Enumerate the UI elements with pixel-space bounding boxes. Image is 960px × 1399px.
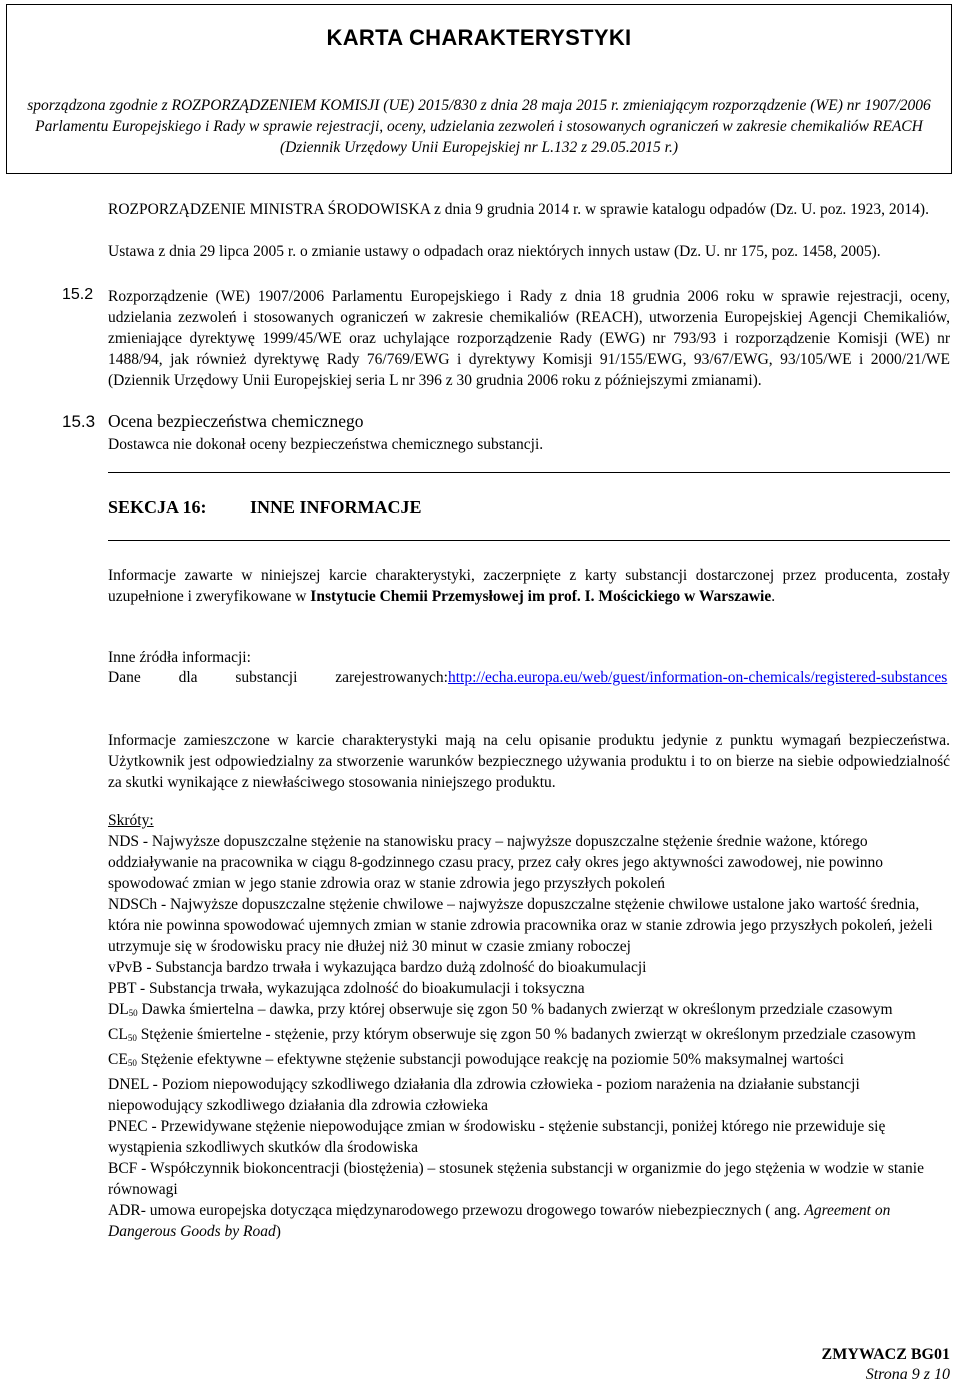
abbr-ndsch: NDSCh - Najwyższe dopuszczalne stężenie chwilowe – najwyższe dopuszczalne stężenie chwilowe ustalone jako wartość średnia, która nie powinna spowodować ujemnych zmian w stanie zdrowia pracownika oraz w stanie zdrowia jego przyszłych pokoleń, jeżeli utrzymuje się w środowisku pracy nie dłużej niż 30 minut w czasie zmiany roboczej bbox=[108, 896, 933, 955]
abbr-vpvb: vPvB - Substancja bardzo trwała i wykazująca bardzo dużą zdolność do bioakumulacji bbox=[108, 959, 647, 976]
section-16-label: SEKCJA 16: bbox=[108, 497, 207, 517]
abbr-dl-prefix: DL bbox=[108, 1001, 129, 1018]
abbr-ce-prefix: CE bbox=[108, 1051, 128, 1068]
reach-regulation-text: Rozporządzenie (WE) 1907/2006 Parlamentu Europejskiego i Rady z dnia 18 grudnia 2006 roku w sprawie rejestracji, oceny, udzielania zezwoleń i stosowanych ograniczeń w zakresie chemikaliów (REACH), utworzenia Europejskiej Agencji Chemikaliów, zmieniające dyrektywę 1999/45/WE oraz uchylające rozporządzenie Rady (EWG) nr 793/93 i rozporządzenie Komisji (WE) nr 1488/94, jak również dyrektywę Rady 76/769/EWG i dyrektywy Komisji 91/155/EWG, 93/67/EWG, 93/105/WE i 2000/21/WE (Dziennik Urzędowy Unii Europejskiej seria L nr 396 z 30 grudnia 2006 roku z późniejszymi zmianami). bbox=[108, 288, 950, 389]
section-16-title: INNE INFORMACJE bbox=[250, 497, 422, 517]
abbr-dnel: DNEL - Poziom niepowodujący szkodliwego działania dla zdrowia człowieka - poziom narażenia na działanie substancji niepowodujący szkodliwego działania dla zdrowia człowieka bbox=[108, 1076, 860, 1114]
reference-waste-act: Ustawa z dnia 29 lipca 2005 r. o zmianie ustawy o odpadach oraz niektórych innych ustaw (Dz. U. nr 175, poz. 1458, 2005). bbox=[108, 243, 881, 260]
abbreviations-list bbox=[108, 831, 950, 1242]
info-source-text: Informacje zawarte w niniejszej karcie charakterystyki, zaczerpnięte z karty substancji dostarczonej przez producenta, zostały uzupełnione i zweryfikowane w bbox=[108, 567, 950, 605]
registered-substances-label: Dane dla substancji zarejestrowanych: bbox=[108, 669, 448, 686]
abbr-pbt: PBT - Substancja trwała, wykazująca zdolność do bioakumulacji i toksyczna bbox=[108, 980, 585, 997]
institute-name: Instytucie Chemii Przemysłowej im prof. I. Mościckiego w Warszawie bbox=[310, 588, 772, 605]
chemical-safety-heading: Ocena bezpieczeństwa chemicznego bbox=[108, 411, 364, 431]
safety-disclaimer-paragraph: Informacje zamieszczone w karcie charakterystyki mają na celu opisanie produktu jedynie z punktu wymagań bezpieczeństwa. Użytkownik jest odpowiedzialny za stworzenie warunków bezpiecznego używania produktu i to on bierze na siebie odpowiedzialność za skutki wynikające z niewłaściwego stosowania niniejszego produktu. bbox=[108, 732, 950, 791]
abbr-adr-end: ) bbox=[275, 1223, 281, 1240]
abbr-bcf: BCF - Współczynnik biokoncentracji (biostężenia) – stosunek stężenia substancji w organizmie do jego stężenia w wodzie w stanie równowagi bbox=[108, 1160, 924, 1198]
abbr-adr-text: ADR- umowa europejska dotycząca międzynarodowego przewozu drogowego towarów niebezpiecznych ( ang. bbox=[108, 1202, 805, 1219]
abbr-cl-text: Stężenie śmiertelne - stężenie, przy którym obserwuje się zgon 50 % badanych zwierząt w określonym przedziale czasowym bbox=[136, 1026, 916, 1043]
abbr-dl50 bbox=[108, 999, 950, 1024]
info-source-end: . bbox=[771, 588, 776, 605]
abbr-ce-text: Stężenie efektywne – efektywne stężenie substancji powodujące reakcję na poziomie 50% maksymalnej wartości bbox=[136, 1051, 844, 1068]
abbr-adr-italic: Agreement on Dangerous Goods by Road bbox=[108, 1202, 891, 1240]
abbr-adr bbox=[108, 1200, 950, 1242]
document-header bbox=[6, 4, 952, 174]
other-sources-title: Inne źródła informacji: bbox=[108, 649, 251, 666]
abbr-nds: NDS - Najwyższe dopuszczalne stężenie na stanowisku pracy – najwyższe dopuszczalne stężenie średnie ważone, którego oddziaływanie na pracownika w ciągu 8-godzinnego czasu pracy, przez cały okres jego aktywności zawodowej, nie powinno spowodować zmian w jego stanie zdrowia oraz w stanie zdrowia jego przyszłych pokoleń bbox=[108, 833, 883, 892]
abbr-dl-text: Dawka śmiertelna – dawka, przy której obserwuje się zgon 50 % badanych zwierząt w określonym przedziale czasowym bbox=[137, 1001, 893, 1018]
abbr-dl-sub: 50 bbox=[128, 1008, 138, 1018]
product-code: ZMYWACZ BG01 bbox=[821, 1346, 950, 1363]
abbr-cl-sub: 50 bbox=[127, 1033, 137, 1043]
section-number-15-2: 15.2 bbox=[62, 286, 94, 303]
other-sources-line bbox=[108, 667, 950, 688]
echa-link[interactable]: http://echa.europa.eu/web/guest/information-on-chemicals/registered-substances bbox=[448, 669, 948, 686]
section-number-15-3: 15.3 bbox=[62, 412, 96, 431]
abbr-pnec: PNEC - Przewidywane stężenie niepowodujące zmian w środowisku - stężenie substancji, poniżej którego nie przewiduje się wystąpienia szkodliwych skutków dla środowiska bbox=[108, 1118, 886, 1156]
divider-top bbox=[108, 472, 950, 473]
chemical-safety-text: Dostawca nie dokonał oceny bezpieczeństwa chemicznego substancji. bbox=[108, 436, 544, 453]
divider-bottom bbox=[108, 540, 950, 541]
abbreviations-title: Skróty: bbox=[108, 812, 154, 829]
abbr-ce50 bbox=[108, 1049, 950, 1074]
page-number: Strona 9 z 10 bbox=[865, 1366, 950, 1383]
regulation-subtitle: sporządzona zgodnie z ROZPORZĄDZENIEM KOMISJI (UE) 2015/830 z dnia 28 maja 2015 r. zmieniającym rozporządzenie (WE) nr 1907/2006 Parlamentu Europejskiego i Rady w sprawie rejestracji, oceny, udzielania zezwoleń i stosowanych ograniczeń w zakresie chemikaliów REACH (Dziennik Urzędowy Unii Europejskiej nr L.132 z 29.05.2015 r.) bbox=[27, 97, 931, 156]
section-16-heading bbox=[108, 497, 422, 518]
abbr-cl50 bbox=[108, 1024, 950, 1049]
abbr-ce-sub: 50 bbox=[127, 1058, 137, 1068]
document-title: KARTA CHARAKTERYSTYKI bbox=[326, 25, 632, 50]
info-source-paragraph bbox=[108, 565, 950, 607]
reference-waste-catalogue: ROZPORZĄDZENIE MINISTRA ŚRODOWISKA z dnia 9 grudnia 2014 r. w sprawie katalogu odpadów (Dz. U. poz. 1923, 2014). bbox=[108, 201, 929, 218]
abbr-cl-prefix: CL bbox=[108, 1026, 128, 1043]
